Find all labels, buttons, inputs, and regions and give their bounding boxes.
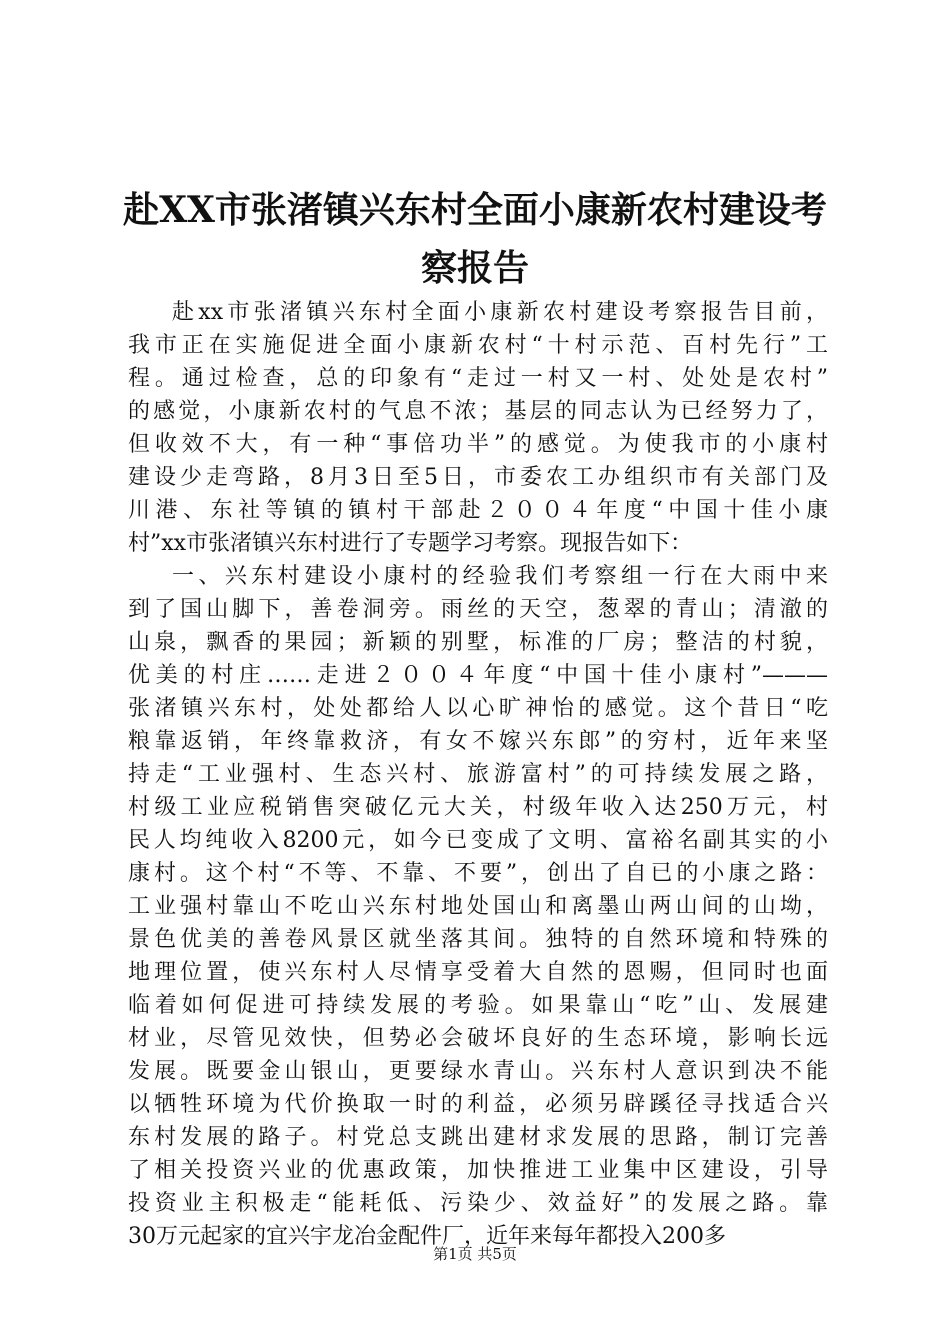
- body-line: 30万元起家的宜兴宇龙冶金配件厂，近年来每年都投入200多: [128, 1224, 726, 1249]
- body-line: 了相关投资兴业的优惠政策，加快推进工业集中区建设，引导: [128, 1158, 828, 1183]
- page-footer: 第1页 共5页: [433, 1245, 517, 1263]
- body-line: 建设少走弯路，8月3日至5日，市委农工办组织市有关部门及: [128, 465, 828, 490]
- body-line: 一、兴东村建设小康村的经验我们考察组一行在大雨中来: [172, 564, 828, 589]
- body-line: 材业，尽管见效快，但势必会破坏良好的生态环境，影响长远: [128, 1026, 828, 1051]
- body-line: 我市正在实施促进全面小康新农村“十村示范、百村先行”工: [128, 333, 828, 358]
- body-line: 优美的村庄……走进２００４年度“中国十佳小康村”———: [128, 663, 828, 688]
- body-line: 但收效不大，有一种“事倍功半”的感觉。为使我市的小康村: [128, 432, 828, 457]
- body-line: 康村。这个村“不等、不靠、不要”，创出了自已的小康之路：: [128, 861, 828, 886]
- body-line: 赴xx市张渚镇兴东村全面小康新农村建设考察报告目前，: [172, 300, 828, 325]
- body-line: 的感觉，小康新农村的气息不浓；基层的同志认为已经努力了，: [128, 399, 828, 424]
- body-line: 景色优美的善卷风景区就坐落其间。独特的自然环境和特殊的: [128, 927, 828, 952]
- body-line: 川港、东社等镇的镇村干部赴２００４年度“中国十佳小康: [128, 498, 828, 523]
- body-line: 村级工业应税销售突破亿元大关，村级年收入达250万元，村: [128, 795, 828, 820]
- document-title-line-2: 察报告: [420, 247, 529, 289]
- body-line: 山泉，飘香的果园；新颖的别墅，标准的厂房；整洁的村貌，: [128, 630, 828, 655]
- document-title-line-1: 赴XX市张渚镇兴东村全面小康新农村建设考: [123, 189, 827, 231]
- body-line: 粮靠返销，年终靠救济，有女不嫁兴东郎”的穷村，近年来坚: [128, 729, 828, 754]
- body-line: 发展。既要金山银山，更要绿水青山。兴东村人意识到决不能: [128, 1059, 828, 1084]
- body-line: 村”xx市张渚镇兴东村进行了专题学习考察。现报告如下：: [128, 531, 693, 556]
- body-line: 工业强村靠山不吃山兴东村地处国山和离墨山两山间的山坳，: [128, 894, 828, 919]
- body-line: 东村发展的路子。村党总支跳出建材求发展的思路，制订完善: [128, 1125, 828, 1150]
- body-line: 投资业主积极走“能耗低、污染少、效益好”的发展之路。靠: [128, 1191, 828, 1216]
- body-line: 程。通过检查，总的印象有“走过一村又一村、处处是农村”: [128, 366, 828, 391]
- body-line: 到了国山脚下，善卷洞旁。雨丝的天空，葱翠的青山；清澈的: [128, 597, 828, 622]
- body-line: 民人均纯收入8200元，如今已变成了文明、富裕名副其实的小: [128, 828, 828, 853]
- body-line: 以牺牲环境为代价换取一时的利益，必须另辟蹊径寻找适合兴: [128, 1092, 828, 1117]
- body-line: 地理位置，使兴东村人尽情享受着大自然的恩赐，但同时也面: [128, 960, 828, 985]
- document-body: [128, 296, 828, 1253]
- body-line: 持走“工业强村、生态兴村、旅游富村”的可持续发展之路，: [128, 762, 828, 787]
- body-line: 临着如何促进可持续发展的考验。如果靠山“吃”山、发展建: [128, 993, 828, 1018]
- body-line: 张渚镇兴东村，处处都给人以心旷神怡的感觉。这个昔日“吃: [128, 696, 828, 721]
